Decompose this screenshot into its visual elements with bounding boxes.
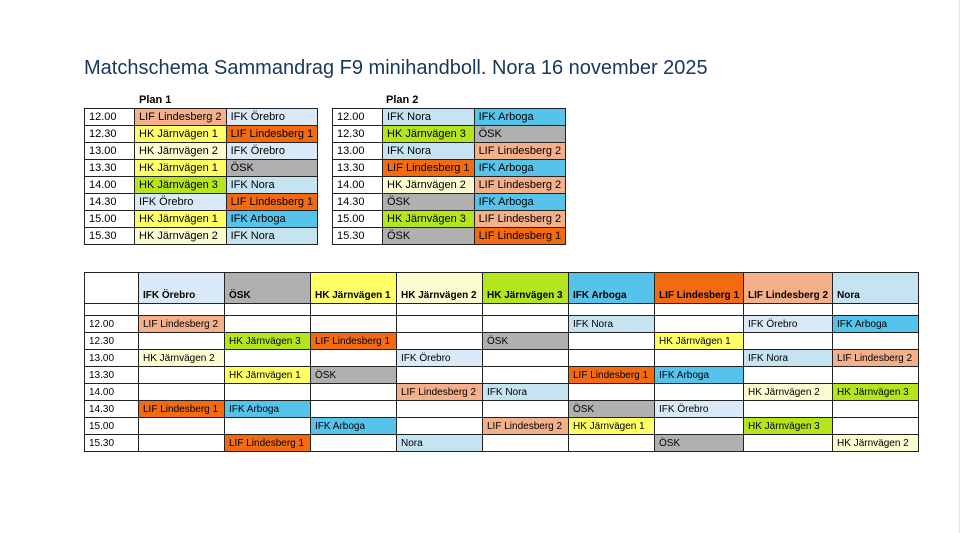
empty-cell xyxy=(311,384,397,401)
table-row xyxy=(85,228,318,245)
table-row xyxy=(85,143,318,160)
opponent-cell: HK Järnvägen 3 xyxy=(744,418,833,435)
home-team: HK Järnvägen 2 xyxy=(383,177,475,194)
match-time: 15.30 xyxy=(333,228,383,245)
match-time: 13.00 xyxy=(85,350,139,367)
match-time: 12.00 xyxy=(85,316,139,333)
table-row xyxy=(85,384,919,401)
empty-cell xyxy=(139,367,225,384)
home-team: HK Järnvägen 2 xyxy=(135,143,227,160)
home-team: ÖSK xyxy=(383,194,475,211)
empty-cell xyxy=(225,384,311,401)
empty-cell xyxy=(655,418,744,435)
opponent-cell: ÖSK xyxy=(569,401,655,418)
opponent-cell: HK Järnvägen 2 xyxy=(744,384,833,401)
table-row xyxy=(85,177,318,194)
opponent-cell: LIF Lindesberg 1 xyxy=(225,435,311,452)
empty-cell xyxy=(483,304,569,316)
team-grid-table xyxy=(84,272,919,452)
empty-cell xyxy=(744,367,833,384)
opponent-cell: ÖSK xyxy=(483,333,569,350)
empty-cell xyxy=(833,304,919,316)
home-team: IFK Nora xyxy=(383,143,475,160)
opponent-cell: HK Järnvägen 1 xyxy=(569,418,655,435)
empty-cell xyxy=(483,350,569,367)
empty-cell xyxy=(225,316,311,333)
corner-cell xyxy=(85,273,139,304)
away-team: IFK Arboga xyxy=(474,194,566,211)
empty-cell xyxy=(569,384,655,401)
away-team: LIF Lindesberg 1 xyxy=(474,228,566,245)
home-team: ÖSK xyxy=(383,228,475,245)
away-team: ÖSK xyxy=(226,160,318,177)
empty-cell xyxy=(833,333,919,350)
opponent-cell: ÖSK xyxy=(311,367,397,384)
home-team: HK Järnvägen 1 xyxy=(135,126,227,143)
match-time: 12.30 xyxy=(85,126,135,143)
table-row xyxy=(333,194,566,211)
away-team: LIF Lindesberg 2 xyxy=(474,177,566,194)
away-team: LIF Lindesberg 2 xyxy=(474,211,566,228)
opponent-cell: HK Järnvägen 1 xyxy=(225,367,311,384)
away-team: IFK Arboga xyxy=(226,211,318,228)
table-row xyxy=(85,211,318,228)
home-team: HK Järnvägen 1 xyxy=(135,160,227,177)
plan1-label: Plan 1 xyxy=(139,94,172,106)
table-row xyxy=(85,333,919,350)
opponent-cell: HK Järnvägen 2 xyxy=(833,435,919,452)
table-row xyxy=(85,126,318,143)
match-time: 13.00 xyxy=(333,143,383,160)
opponent-cell: LIF Lindesberg 1 xyxy=(569,367,655,384)
empty-cell xyxy=(397,367,483,384)
empty-cell xyxy=(311,304,397,316)
opponent-cell: IFK Nora xyxy=(744,350,833,367)
away-team: IFK Arboga xyxy=(474,109,566,126)
table-row xyxy=(333,160,566,177)
table-row xyxy=(85,435,919,452)
empty-cell xyxy=(833,401,919,418)
empty-cell xyxy=(311,401,397,418)
home-team: HK Järnvägen 3 xyxy=(383,211,475,228)
opponent-cell: IFK Arboga xyxy=(655,367,744,384)
opponent-cell: LIF Lindesberg 2 xyxy=(139,316,225,333)
empty-cell xyxy=(744,333,833,350)
empty-cell xyxy=(139,435,225,452)
away-team: LIF Lindesberg 1 xyxy=(226,194,318,211)
table-row xyxy=(85,316,919,333)
empty-cell xyxy=(85,304,139,316)
empty-cell xyxy=(225,304,311,316)
empty-cell xyxy=(483,435,569,452)
opponent-cell: LIF Lindesberg 1 xyxy=(139,401,225,418)
page-title: Matchschema Sammandrag F9 minihandboll. Nora 16 november 2025 xyxy=(84,57,708,79)
home-team: HK Järnvägen 3 xyxy=(383,126,475,143)
empty-cell xyxy=(311,435,397,452)
match-time: 12.30 xyxy=(85,333,139,350)
empty-cell xyxy=(311,350,397,367)
match-time: 15.00 xyxy=(333,211,383,228)
table-row xyxy=(85,109,318,126)
opponent-cell: IFK Nora xyxy=(483,384,569,401)
table-row xyxy=(85,194,318,211)
match-time: 12.00 xyxy=(333,109,383,126)
opponent-cell: LIF Lindesberg 2 xyxy=(833,350,919,367)
plan2-label: Plan 2 xyxy=(386,94,419,106)
empty-cell xyxy=(139,333,225,350)
empty-cell xyxy=(744,401,833,418)
match-time: 15.00 xyxy=(85,418,139,435)
opponent-cell: HK Järnvägen 3 xyxy=(833,384,919,401)
empty-cell xyxy=(569,304,655,316)
match-time: 13.30 xyxy=(333,160,383,177)
opponent-cell: IFK Örebro xyxy=(655,401,744,418)
team-column-header: HK Järnvägen 2 xyxy=(397,273,483,304)
opponent-cell: ÖSK xyxy=(655,435,744,452)
empty-cell xyxy=(397,418,483,435)
empty-cell xyxy=(483,316,569,333)
opponent-cell: IFK Örebro xyxy=(744,316,833,333)
match-time: 12.30 xyxy=(333,126,383,143)
empty-cell xyxy=(833,418,919,435)
team-column-header: HK Järnvägen 3 xyxy=(483,273,569,304)
table-row xyxy=(85,350,919,367)
opponent-cell: LIF Lindesberg 2 xyxy=(483,418,569,435)
opponent-cell: IFK Nora xyxy=(569,316,655,333)
opponent-cell: IFK Arboga xyxy=(225,401,311,418)
grid-header-row xyxy=(85,273,919,304)
empty-cell xyxy=(655,384,744,401)
empty-cell xyxy=(139,304,225,316)
match-time: 14.00 xyxy=(333,177,383,194)
home-team: LIF Lindesberg 1 xyxy=(383,160,475,177)
empty-cell xyxy=(483,367,569,384)
opponent-cell: HK Järnvägen 1 xyxy=(655,333,744,350)
match-time: 13.30 xyxy=(85,367,139,384)
empty-cell xyxy=(397,401,483,418)
empty-cell xyxy=(744,304,833,316)
match-time: 13.30 xyxy=(85,160,135,177)
empty-cell xyxy=(397,316,483,333)
home-team: HK Järnvägen 1 xyxy=(135,211,227,228)
home-team: HK Järnvägen 2 xyxy=(135,228,227,245)
opponent-cell: LIF Lindesberg 2 xyxy=(397,384,483,401)
away-team: IFK Nora xyxy=(226,177,318,194)
empty-cell xyxy=(483,401,569,418)
empty-cell xyxy=(311,316,397,333)
opponent-cell: LIF Lindesberg 1 xyxy=(311,333,397,350)
away-team: IFK Nora xyxy=(226,228,318,245)
opponent-cell: Nora xyxy=(397,435,483,452)
opponent-cell: IFK Arboga xyxy=(833,316,919,333)
spacer-row xyxy=(85,304,919,316)
away-team: LIF Lindesberg 1 xyxy=(226,126,318,143)
team-column-header: ÖSK xyxy=(225,273,311,304)
table-row xyxy=(333,126,566,143)
opponent-cell: IFK Arboga xyxy=(311,418,397,435)
home-team: IFK Örebro xyxy=(135,194,227,211)
team-column-header: Nora xyxy=(833,273,919,304)
away-team: IFK Örebro xyxy=(226,109,318,126)
home-team: IFK Nora xyxy=(383,109,475,126)
match-time: 14.00 xyxy=(85,177,135,194)
empty-cell xyxy=(225,418,311,435)
table-row xyxy=(85,160,318,177)
table-row xyxy=(85,367,919,384)
table-row xyxy=(333,211,566,228)
empty-cell xyxy=(569,333,655,350)
match-time: 15.00 xyxy=(85,211,135,228)
match-time: 12.00 xyxy=(85,109,135,126)
match-time: 14.30 xyxy=(85,194,135,211)
empty-cell xyxy=(744,435,833,452)
empty-cell xyxy=(569,350,655,367)
opponent-cell: HK Järnvägen 2 xyxy=(139,350,225,367)
plan1-table xyxy=(84,108,318,245)
team-column-header: IFK Örebro xyxy=(139,273,225,304)
match-time: 14.00 xyxy=(85,384,139,401)
plan2-table xyxy=(332,108,566,245)
empty-cell xyxy=(397,333,483,350)
empty-cell xyxy=(833,367,919,384)
table-row xyxy=(333,143,566,160)
team-column-header: LIF Lindesberg 1 xyxy=(655,273,744,304)
table-row xyxy=(85,418,919,435)
team-column-header: HK Järnvägen 1 xyxy=(311,273,397,304)
away-team: IFK Örebro xyxy=(226,143,318,160)
empty-cell xyxy=(655,316,744,333)
match-time: 15.30 xyxy=(85,228,135,245)
table-row xyxy=(85,401,919,418)
empty-cell xyxy=(397,304,483,316)
table-row xyxy=(333,228,566,245)
match-time: 14.30 xyxy=(85,401,139,418)
empty-cell xyxy=(655,304,744,316)
home-team: LIF Lindesberg 2 xyxy=(135,109,227,126)
empty-cell xyxy=(139,418,225,435)
away-team: LIF Lindesberg 2 xyxy=(474,143,566,160)
match-time: 13.00 xyxy=(85,143,135,160)
empty-cell xyxy=(139,384,225,401)
match-time: 15.30 xyxy=(85,435,139,452)
empty-cell xyxy=(569,435,655,452)
opponent-cell: HK Järnvägen 3 xyxy=(225,333,311,350)
match-time: 14.30 xyxy=(333,194,383,211)
opponent-cell: IFK Örebro xyxy=(397,350,483,367)
away-team: IFK Arboga xyxy=(474,160,566,177)
away-team: ÖSK xyxy=(474,126,566,143)
home-team: HK Järnvägen 3 xyxy=(135,177,227,194)
empty-cell xyxy=(225,350,311,367)
table-row xyxy=(333,109,566,126)
team-column-header: LIF Lindesberg 2 xyxy=(744,273,833,304)
team-column-header: IFK Arboga xyxy=(569,273,655,304)
empty-cell xyxy=(655,350,744,367)
table-row xyxy=(333,177,566,194)
